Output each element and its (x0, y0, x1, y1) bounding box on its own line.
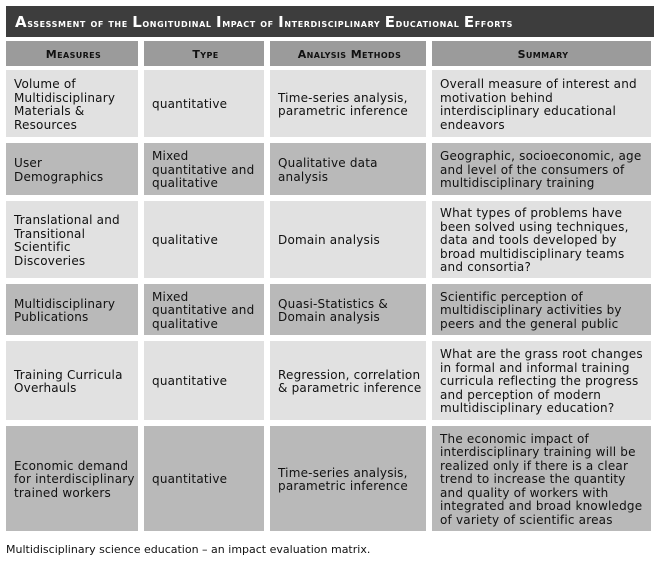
summary-cell: Geographic, socioeconomic, age and level of the consumers of multidisciplinary training (432, 143, 654, 198)
summary-cell: Overall measure of interest and motivation behind interdisciplinary educational endeavors (432, 70, 654, 140)
column-header-summary: Summary (432, 41, 654, 69)
analysis-methods-cell: Quasi-Statistics & Domain analysis (270, 284, 429, 338)
column-header-type: Type (144, 41, 267, 69)
analysis-methods-cell: Regression, correlation & parametric inference (270, 341, 429, 423)
measures-cell: Translational and Transitional Scientific Discoveries (6, 201, 141, 281)
summary-cell: What types of problems have been solved using techniques, data and tools developed by broad multidisciplinary teams and consortia? (432, 201, 654, 281)
matrix-title: Assessment of the Longitudinal Impact of Interdisciplinary Educational Efforts (6, 6, 654, 37)
type-cell: quantitative (144, 70, 267, 140)
analysis-methods-cell: Qualitative data analysis (270, 143, 429, 198)
measures-cell: Volume of Multidisciplinary Materials & Resources (6, 70, 141, 140)
summary-cell: Scientific perception of multidisciplinary activities by peers and the general public (432, 284, 654, 338)
measures-cell: Training Curricula Overhauls (6, 341, 141, 423)
measures-cell: Economic demand for interdisciplinary trained workers (6, 426, 141, 534)
type-cell: Mixed quantitative and qualitative (144, 143, 267, 198)
type-cell: quantitative (144, 341, 267, 423)
measures-cell: User Demographics (6, 143, 141, 198)
summary-cell: The economic impact of interdisciplinary training will be realized only if there is a clear trend to increase the quantity and quality of workers with integrated and broad knowledge of variety of scientific areas (432, 426, 654, 534)
type-cell: quantitative (144, 426, 267, 534)
analysis-methods-cell: Domain analysis (270, 201, 429, 281)
analysis-methods-cell: Time-series analysis, parametric inference (270, 426, 429, 534)
figure-caption: Multidisciplinary science education – an impact evaluation matrix. (6, 543, 371, 556)
analysis-methods-cell: Time-series analysis, parametric inference (270, 70, 429, 140)
column-header-analysis-methods: Analysis Methods (270, 41, 429, 69)
column-header-measures: Measures (6, 41, 141, 69)
type-cell: qualitative (144, 201, 267, 281)
type-cell: Mixed quantitative and qualitative (144, 284, 267, 338)
summary-cell: What are the grass root changes in formal and informal training curricula reflecting the progress and perception of modern multidisciplinary education? (432, 341, 654, 423)
measures-cell: Multidisciplinary Publications (6, 284, 141, 338)
